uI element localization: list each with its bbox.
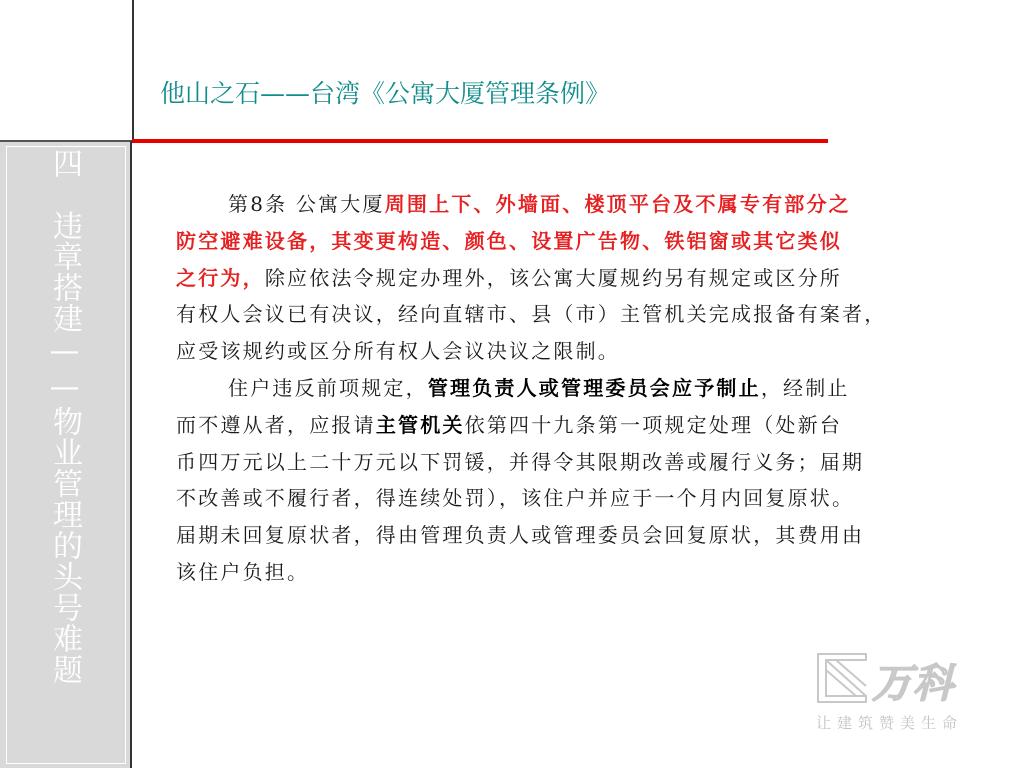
body-text: 有权人会议已有决议，经向直辖市、县（市）主管机关完成报备有案者， — [176, 302, 887, 327]
emphasis-text: 主管机关 — [375, 412, 465, 437]
body-text: 除应依法令规定办理外，该公寓大厦规约另有规定或区分所 — [264, 265, 843, 290]
body-text: 依第四十九条第一项规定处理（处新台 — [464, 412, 843, 437]
body-text: 而不遵从者，应报请 — [176, 412, 376, 437]
body-text: ，经制止 — [760, 375, 850, 400]
article-body — [176, 186, 996, 591]
paragraph-2-line-4 — [176, 480, 996, 517]
paragraph-1-line-5 — [176, 333, 996, 370]
paragraph-1-line-4 — [176, 296, 996, 333]
sidebar-vertical-label: 四 违章搭建——物业管理的头号难题 — [47, 148, 82, 685]
paragraph-2-line-5 — [176, 517, 996, 554]
body-text: 该住户负担。 — [176, 559, 310, 584]
title-divider — [132, 139, 828, 143]
body-text: 币四万元以上二十万元以下罚锾，并得令其限期改善或履行义务；届期 — [176, 449, 865, 474]
emphasis-text: 管理负责人或管理委员会应予制止 — [427, 375, 761, 400]
vanke-logo-mark-icon — [812, 648, 872, 708]
paragraph-1-line-1 — [176, 186, 996, 223]
body-text: 住户违反前项规定， — [228, 375, 428, 400]
paragraph-2-line-1 — [176, 370, 996, 407]
highlight-text: 防空避难设备，其变更构造、颜色、设置广告物、铁铝窗或其它类似 — [176, 228, 842, 253]
paragraph-2-line-2 — [176, 407, 996, 444]
logo-tagline: 让建筑赞美生命 — [816, 714, 964, 732]
paragraph-1-line-3 — [176, 260, 996, 297]
body-text: 届期未回复原状者，得由管理负责人或管理委员会回复原状，其费用由 — [176, 523, 865, 548]
paragraph-2-line-6 — [176, 554, 996, 591]
body-text: 应受该规约或区分所有权人会议决议之限制。 — [176, 339, 620, 364]
highlight-text: 之行为， — [176, 265, 265, 290]
article-number-text: 第8条 公寓大厦 — [228, 192, 385, 216]
sidebar-top-blank — [0, 0, 134, 140]
body-text: 不改善或不履行者，得连续处罚），该住户并应于一个月内回复原状。 — [176, 486, 855, 511]
paragraph-1-line-2 — [176, 223, 996, 260]
vanke-wordmark: 万科 — [872, 661, 954, 707]
slide-title: 他山之石——台湾《公寓大厦管理条例》 — [160, 79, 611, 108]
highlight-text: 周围上下、外墙面、楼顶平台及不属专有部分之 — [384, 192, 851, 216]
paragraph-2-line-3 — [176, 444, 996, 481]
